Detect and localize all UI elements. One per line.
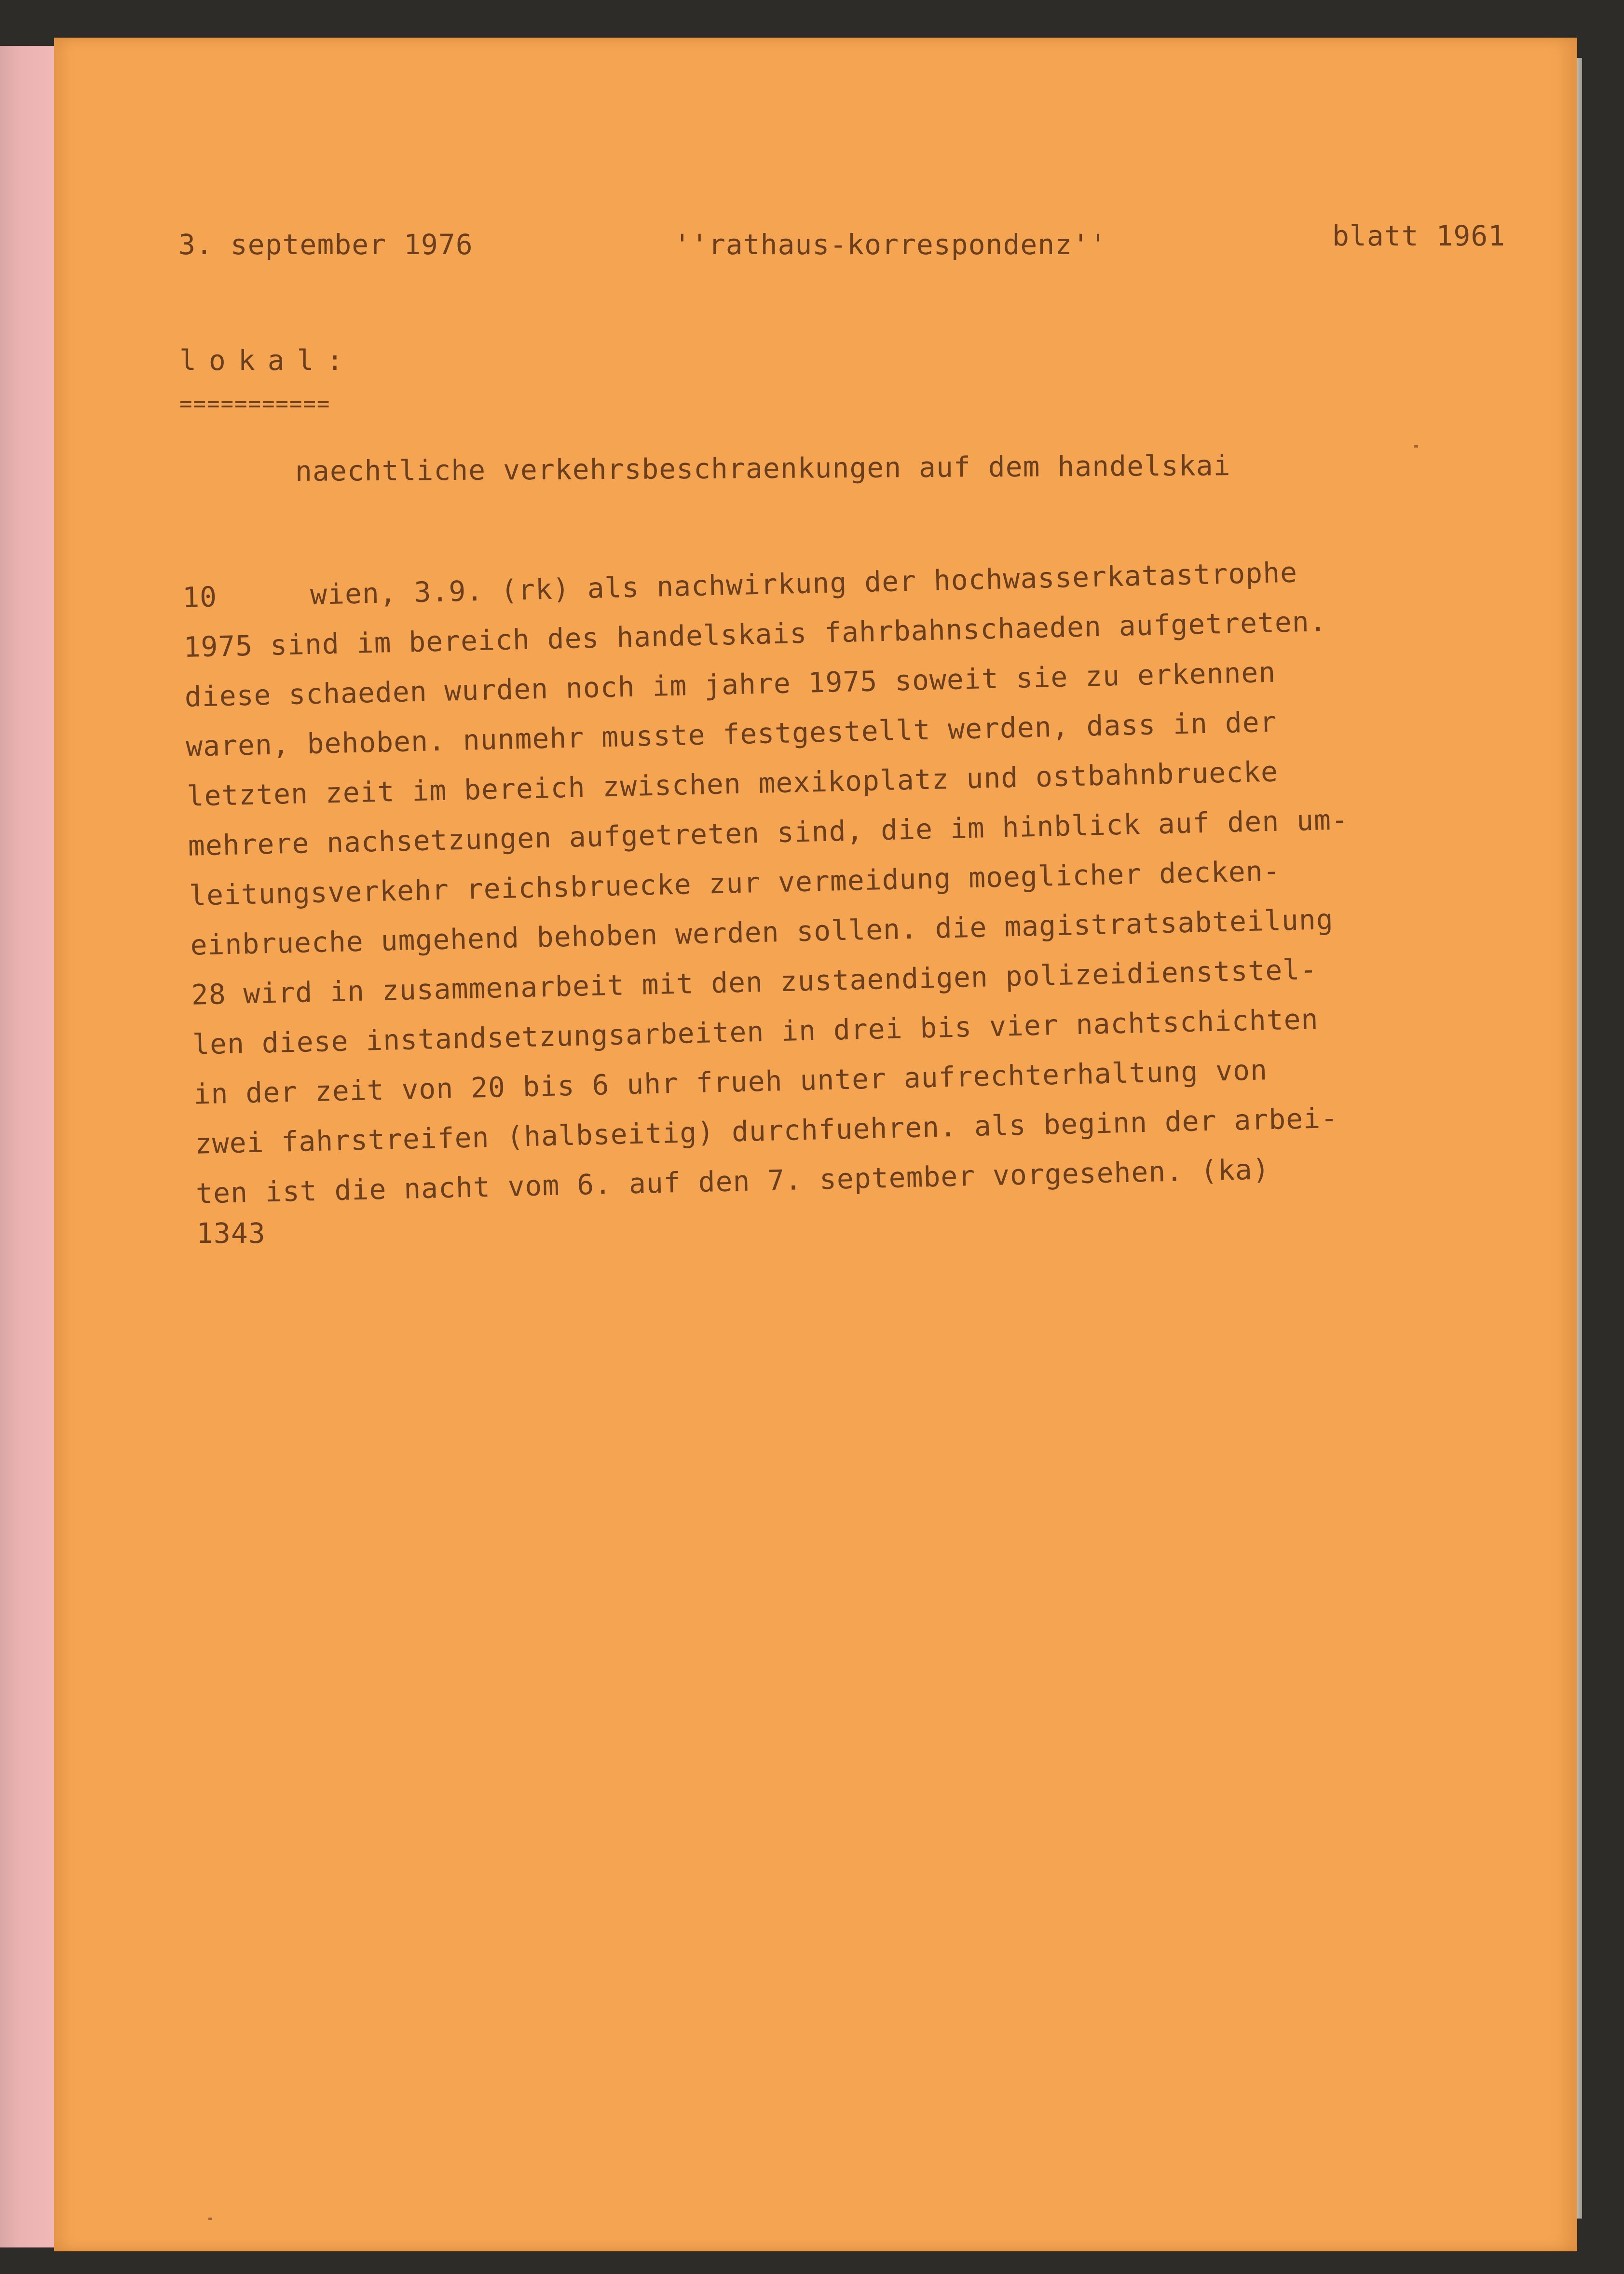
article-line: einbrueche umgehend behoben werden sollen. die magistratsabteilung	[190, 903, 1334, 962]
orange-typewritten-sheet	[54, 38, 1577, 2251]
article-footer-number: 1343	[196, 1217, 266, 1250]
underlying-pink-sheet	[0, 46, 54, 2247]
header-sheet-number: blatt 1961	[1332, 219, 1506, 252]
article-line: 1975 sind im bereich des handelskais fahrbahnschaeden aufgetreten.	[183, 605, 1327, 664]
ink-speck	[208, 2218, 212, 2220]
article-line: in der zeit von 20 bis 6 uhr frueh unter aufrechterhaltung von	[193, 1053, 1268, 1111]
article-line: diese schaeden wurden noch im jahre 1975 soweit sie zu erkennen	[184, 655, 1276, 713]
article-line: leitungsverkehr reichsbruecke zur vermeidung moeglicher decken-	[189, 854, 1281, 912]
article-line: mehrere nachsetzungen aufgetreten sind, die im hinblick auf den um-	[188, 803, 1349, 862]
section-label: lokal:	[179, 344, 356, 377]
header-publication: ''rathaus-korrespondenz''	[674, 228, 1107, 261]
article-line: ten ist die nacht vom 6. auf den 7. september vorgesehen. (ka)	[195, 1153, 1270, 1210]
article-line: len diese instandsetzungsarbeiten in drei bis vier nachtschichten	[192, 1002, 1319, 1061]
article-line: 10 wien, 3.9. (rk) als nachwirkung der hochwasserkatastrophe	[182, 542, 1553, 623]
article-headline: naechtliche verkehrsbeschraenkungen auf dem handelskai	[295, 449, 1231, 488]
article-body	[182, 542, 1566, 1219]
article-line: waren, behoben. nunmehr musste festgestellt werden, dass in der	[185, 705, 1278, 763]
section-underline: ===========	[179, 392, 331, 416]
article-line: 28 wird in zusammenarbeit mit den zustaendigen polizeidienststel-	[191, 953, 1318, 1011]
article-line: zwei fahrstreifen (halbseitig) durchfuehren. als beginn der arbei-	[194, 1101, 1338, 1160]
ink-speck	[1414, 445, 1418, 448]
article-line-number: 10	[182, 580, 218, 614]
article-line: letzten zeit im bereich zwischen mexikoplatz und ostbahnbruecke	[186, 755, 1279, 813]
header-date: 3. september 1976	[178, 228, 473, 261]
